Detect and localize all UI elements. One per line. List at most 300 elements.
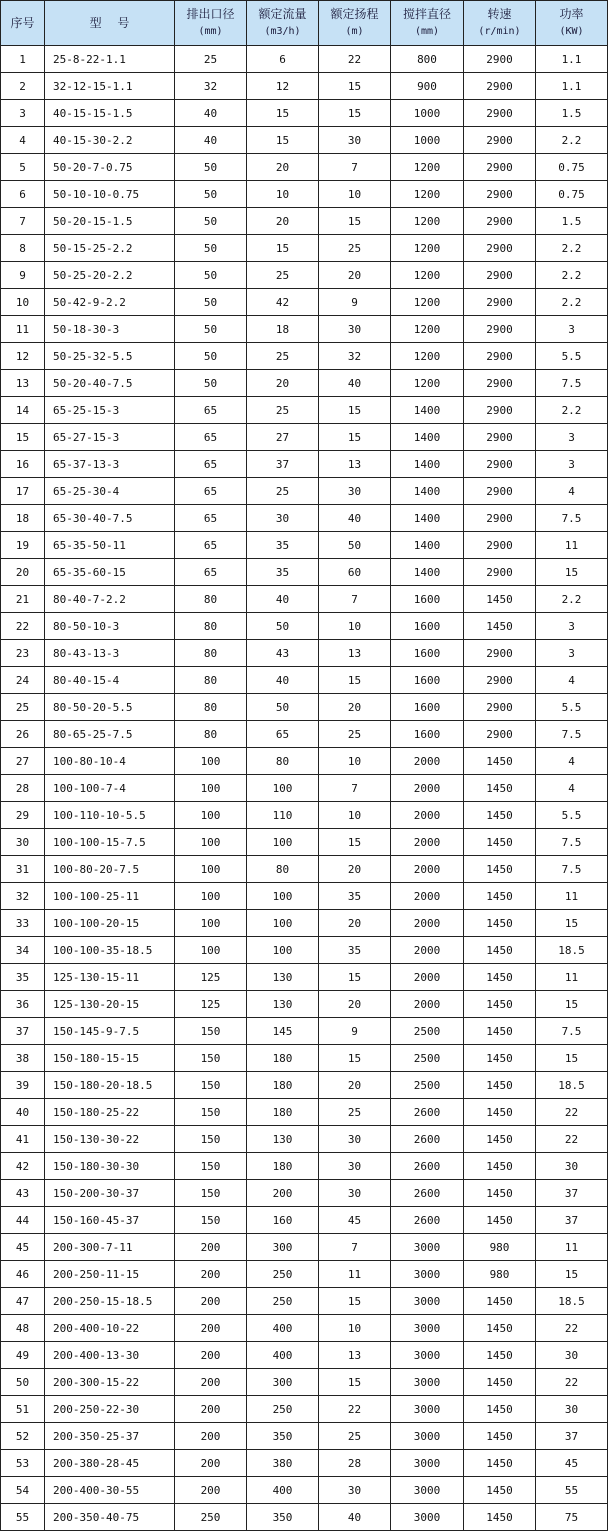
table-row (1, 451, 608, 478)
cell-rated-flow: 130 (247, 1126, 319, 1153)
cell-stir-diameter: 1600 (391, 667, 464, 694)
cell-speed: 2900 (464, 640, 536, 667)
cell-index: 10 (1, 289, 45, 316)
cell-rated-head: 25 (319, 721, 391, 748)
cell-rated-head: 15 (319, 1288, 391, 1315)
table-row (1, 1018, 608, 1045)
table-row (1, 289, 608, 316)
cell-power: 37 (536, 1207, 608, 1234)
cell-rated-flow: 6 (247, 46, 319, 73)
cell-rated-head: 10 (319, 802, 391, 829)
cell-power: 3 (536, 613, 608, 640)
cell-rated-flow: 180 (247, 1045, 319, 1072)
cell-power: 7.5 (536, 856, 608, 883)
header-power (536, 1, 608, 46)
cell-stir-diameter: 1200 (391, 154, 464, 181)
header-label: 功率 (559, 7, 584, 21)
cell-rated-head: 15 (319, 1369, 391, 1396)
cell-power: 15 (536, 559, 608, 586)
header-unit: (m) (345, 26, 364, 37)
cell-power: 1.1 (536, 73, 608, 100)
cell-index: 42 (1, 1153, 45, 1180)
cell-rated-head: 7 (319, 586, 391, 613)
cell-outlet-diameter: 125 (175, 991, 247, 1018)
cell-model: 100-110-10-5.5 (45, 802, 175, 829)
cell-model: 65-30-40-7.5 (45, 505, 175, 532)
cell-stir-diameter: 2000 (391, 991, 464, 1018)
cell-model: 65-35-60-15 (45, 559, 175, 586)
cell-index: 1 (1, 46, 45, 73)
cell-stir-diameter: 1200 (391, 235, 464, 262)
cell-rated-flow: 130 (247, 964, 319, 991)
table-row (1, 1369, 608, 1396)
table-row (1, 532, 608, 559)
cell-speed: 1450 (464, 1153, 536, 1180)
table-row (1, 397, 608, 424)
cell-rated-flow: 10 (247, 181, 319, 208)
cell-speed: 2900 (464, 667, 536, 694)
cell-index: 19 (1, 532, 45, 559)
cell-speed: 2900 (464, 235, 536, 262)
cell-speed: 1450 (464, 1477, 536, 1504)
cell-speed: 2900 (464, 559, 536, 586)
table-row (1, 1477, 608, 1504)
cell-rated-head: 20 (319, 1072, 391, 1099)
cell-speed: 1450 (464, 1180, 536, 1207)
header-unit: (m3/h) (264, 26, 301, 37)
cell-stir-diameter: 1200 (391, 262, 464, 289)
cell-power: 7.5 (536, 721, 608, 748)
header-index (1, 1, 45, 46)
cell-model: 150-160-45-37 (45, 1207, 175, 1234)
cell-stir-diameter: 1200 (391, 370, 464, 397)
cell-model: 150-130-30-22 (45, 1126, 175, 1153)
cell-rated-flow: 110 (247, 802, 319, 829)
cell-rated-head: 13 (319, 451, 391, 478)
table-row (1, 478, 608, 505)
table-row (1, 235, 608, 262)
cell-speed: 1450 (464, 775, 536, 802)
cell-outlet-diameter: 100 (175, 856, 247, 883)
cell-outlet-diameter: 150 (175, 1045, 247, 1072)
cell-index: 31 (1, 856, 45, 883)
table-row (1, 856, 608, 883)
cell-stir-diameter: 800 (391, 46, 464, 73)
cell-speed: 1450 (464, 829, 536, 856)
cell-speed: 1450 (464, 1342, 536, 1369)
table-row (1, 667, 608, 694)
cell-rated-flow: 37 (247, 451, 319, 478)
table-row (1, 1423, 608, 1450)
cell-rated-flow: 27 (247, 424, 319, 451)
cell-rated-flow: 50 (247, 613, 319, 640)
cell-power: 3 (536, 640, 608, 667)
cell-speed: 1450 (464, 937, 536, 964)
table-header (1, 1, 608, 46)
cell-stir-diameter: 3000 (391, 1342, 464, 1369)
table-row (1, 73, 608, 100)
cell-power: 15 (536, 1261, 608, 1288)
cell-rated-head: 10 (319, 748, 391, 775)
cell-speed: 1450 (464, 1315, 536, 1342)
cell-power: 7.5 (536, 505, 608, 532)
cell-model: 150-180-25-22 (45, 1099, 175, 1126)
cell-speed: 2900 (464, 694, 536, 721)
cell-outlet-diameter: 200 (175, 1396, 247, 1423)
cell-index: 32 (1, 883, 45, 910)
cell-outlet-diameter: 200 (175, 1342, 247, 1369)
cell-outlet-diameter: 150 (175, 1072, 247, 1099)
cell-power: 4 (536, 748, 608, 775)
cell-speed: 2900 (464, 154, 536, 181)
cell-model: 150-180-30-30 (45, 1153, 175, 1180)
cell-rated-head: 10 (319, 181, 391, 208)
cell-outlet-diameter: 50 (175, 208, 247, 235)
cell-rated-head: 30 (319, 1126, 391, 1153)
cell-outlet-diameter: 65 (175, 559, 247, 586)
cell-power: 7.5 (536, 1018, 608, 1045)
cell-model: 65-25-30-4 (45, 478, 175, 505)
cell-rated-head: 35 (319, 937, 391, 964)
cell-outlet-diameter: 125 (175, 964, 247, 991)
cell-index: 44 (1, 1207, 45, 1234)
cell-speed: 1450 (464, 1126, 536, 1153)
table-row (1, 1045, 608, 1072)
cell-rated-flow: 43 (247, 640, 319, 667)
cell-rated-head: 10 (319, 1315, 391, 1342)
header-stir-diameter (391, 1, 464, 46)
cell-rated-flow: 250 (247, 1396, 319, 1423)
cell-index: 35 (1, 964, 45, 991)
cell-speed: 2900 (464, 343, 536, 370)
cell-rated-head: 13 (319, 1342, 391, 1369)
cell-rated-head: 25 (319, 1099, 391, 1126)
cell-power: 30 (536, 1342, 608, 1369)
cell-rated-head: 20 (319, 262, 391, 289)
cell-rated-flow: 100 (247, 937, 319, 964)
cell-model: 40-15-15-1.5 (45, 100, 175, 127)
cell-index: 15 (1, 424, 45, 451)
cell-speed: 1450 (464, 991, 536, 1018)
table-row (1, 937, 608, 964)
cell-power: 3 (536, 424, 608, 451)
table-row (1, 991, 608, 1018)
cell-rated-head: 40 (319, 1504, 391, 1531)
cell-model: 50-20-15-1.5 (45, 208, 175, 235)
cell-outlet-diameter: 150 (175, 1099, 247, 1126)
cell-index: 16 (1, 451, 45, 478)
cell-stir-diameter: 1600 (391, 613, 464, 640)
table-row (1, 154, 608, 181)
table-row (1, 802, 608, 829)
cell-stir-diameter: 1400 (391, 397, 464, 424)
cell-rated-head: 15 (319, 667, 391, 694)
cell-speed: 2900 (464, 721, 536, 748)
cell-speed: 2900 (464, 289, 536, 316)
cell-stir-diameter: 1400 (391, 478, 464, 505)
cell-index: 52 (1, 1423, 45, 1450)
cell-model: 65-35-50-11 (45, 532, 175, 559)
cell-stir-diameter: 900 (391, 73, 464, 100)
cell-stir-diameter: 2600 (391, 1207, 464, 1234)
cell-outlet-diameter: 150 (175, 1153, 247, 1180)
cell-index: 40 (1, 1099, 45, 1126)
cell-outlet-diameter: 80 (175, 586, 247, 613)
cell-power: 2.2 (536, 262, 608, 289)
cell-model: 100-100-25-11 (45, 883, 175, 910)
cell-index: 26 (1, 721, 45, 748)
cell-model: 80-43-13-3 (45, 640, 175, 667)
cell-rated-head: 28 (319, 1450, 391, 1477)
cell-index: 17 (1, 478, 45, 505)
cell-rated-flow: 350 (247, 1423, 319, 1450)
cell-rated-head: 11 (319, 1261, 391, 1288)
cell-model: 100-80-20-7.5 (45, 856, 175, 883)
table-row (1, 262, 608, 289)
cell-rated-head: 40 (319, 370, 391, 397)
cell-speed: 2900 (464, 424, 536, 451)
cell-model: 200-380-28-45 (45, 1450, 175, 1477)
cell-model: 80-50-20-5.5 (45, 694, 175, 721)
cell-speed: 1450 (464, 910, 536, 937)
cell-rated-flow: 130 (247, 991, 319, 1018)
cell-outlet-diameter: 50 (175, 181, 247, 208)
cell-index: 25 (1, 694, 45, 721)
cell-stir-diameter: 2600 (391, 1126, 464, 1153)
cell-rated-flow: 100 (247, 775, 319, 802)
cell-outlet-diameter: 25 (175, 46, 247, 73)
cell-model: 200-250-15-18.5 (45, 1288, 175, 1315)
cell-power: 18.5 (536, 1072, 608, 1099)
cell-outlet-diameter: 50 (175, 235, 247, 262)
cell-model: 32-12-15-1.1 (45, 73, 175, 100)
table-row (1, 127, 608, 154)
cell-speed: 1450 (464, 802, 536, 829)
cell-model: 65-27-15-3 (45, 424, 175, 451)
cell-stir-diameter: 1000 (391, 127, 464, 154)
table-row (1, 505, 608, 532)
cell-power: 30 (536, 1396, 608, 1423)
cell-index: 18 (1, 505, 45, 532)
cell-model: 200-300-15-22 (45, 1369, 175, 1396)
cell-speed: 2900 (464, 46, 536, 73)
cell-power: 18.5 (536, 1288, 608, 1315)
cell-index: 2 (1, 73, 45, 100)
cell-index: 34 (1, 937, 45, 964)
cell-rated-head: 35 (319, 883, 391, 910)
cell-outlet-diameter: 32 (175, 73, 247, 100)
cell-outlet-diameter: 50 (175, 262, 247, 289)
cell-speed: 2900 (464, 478, 536, 505)
cell-index: 20 (1, 559, 45, 586)
table-row (1, 1153, 608, 1180)
cell-model: 80-65-25-7.5 (45, 721, 175, 748)
header-label: 额定扬程 (330, 7, 379, 21)
cell-model: 200-400-30-55 (45, 1477, 175, 1504)
cell-stir-diameter: 2000 (391, 910, 464, 937)
cell-stir-diameter: 3000 (391, 1234, 464, 1261)
cell-outlet-diameter: 200 (175, 1261, 247, 1288)
header-label: 搅拌直径 (402, 7, 451, 21)
cell-index: 55 (1, 1504, 45, 1531)
cell-stir-diameter: 3000 (391, 1369, 464, 1396)
cell-stir-diameter: 2000 (391, 937, 464, 964)
cell-outlet-diameter: 40 (175, 100, 247, 127)
cell-model: 80-40-15-4 (45, 667, 175, 694)
cell-model: 100-100-35-18.5 (45, 937, 175, 964)
cell-outlet-diameter: 100 (175, 910, 247, 937)
table-row (1, 910, 608, 937)
cell-model: 125-130-15-11 (45, 964, 175, 991)
cell-speed: 1450 (464, 883, 536, 910)
table-row (1, 46, 608, 73)
cell-model: 100-100-15-7.5 (45, 829, 175, 856)
cell-model: 100-100-20-15 (45, 910, 175, 937)
cell-rated-flow: 380 (247, 1450, 319, 1477)
cell-index: 48 (1, 1315, 45, 1342)
cell-speed: 1450 (464, 1207, 536, 1234)
cell-outlet-diameter: 50 (175, 154, 247, 181)
cell-power: 2.2 (536, 127, 608, 154)
header-label: 序号 (10, 16, 35, 30)
header-outlet-diameter (175, 1, 247, 46)
cell-rated-flow: 20 (247, 208, 319, 235)
cell-speed: 2900 (464, 262, 536, 289)
table-row (1, 1099, 608, 1126)
cell-stir-diameter: 2000 (391, 802, 464, 829)
header-model (45, 1, 175, 46)
cell-rated-flow: 20 (247, 154, 319, 181)
cell-stir-diameter: 2000 (391, 775, 464, 802)
cell-rated-flow: 35 (247, 559, 319, 586)
cell-stir-diameter: 1200 (391, 181, 464, 208)
cell-speed: 2900 (464, 532, 536, 559)
cell-index: 7 (1, 208, 45, 235)
cell-power: 7.5 (536, 370, 608, 397)
cell-index: 54 (1, 1477, 45, 1504)
cell-rated-head: 25 (319, 1423, 391, 1450)
header-unit: (mm) (198, 26, 223, 37)
table-row (1, 694, 608, 721)
table-row (1, 1180, 608, 1207)
cell-stir-diameter: 3000 (391, 1396, 464, 1423)
cell-outlet-diameter: 65 (175, 532, 247, 559)
cell-stir-diameter: 2000 (391, 829, 464, 856)
cell-model: 25-8-22-1.1 (45, 46, 175, 73)
cell-index: 43 (1, 1180, 45, 1207)
table-row (1, 1207, 608, 1234)
table-row (1, 208, 608, 235)
cell-model: 50-25-32-5.5 (45, 343, 175, 370)
header-unit: (mm) (414, 26, 440, 37)
cell-model: 50-25-20-2.2 (45, 262, 175, 289)
cell-power: 3 (536, 316, 608, 343)
table-row (1, 424, 608, 451)
cell-speed: 2900 (464, 127, 536, 154)
cell-speed: 1450 (464, 1072, 536, 1099)
cell-model: 50-42-9-2.2 (45, 289, 175, 316)
cell-index: 12 (1, 343, 45, 370)
table-row (1, 1315, 608, 1342)
cell-index: 5 (1, 154, 45, 181)
cell-rated-head: 15 (319, 100, 391, 127)
cell-rated-flow: 180 (247, 1072, 319, 1099)
header-unit: (KW) (559, 26, 584, 37)
cell-rated-head: 20 (319, 991, 391, 1018)
cell-power: 2.2 (536, 586, 608, 613)
cell-rated-head: 20 (319, 856, 391, 883)
cell-power: 4 (536, 775, 608, 802)
cell-stir-diameter: 1200 (391, 316, 464, 343)
cell-power: 0.75 (536, 154, 608, 181)
cell-power: 5.5 (536, 802, 608, 829)
table-row (1, 640, 608, 667)
cell-rated-flow: 400 (247, 1342, 319, 1369)
cell-power: 11 (536, 883, 608, 910)
cell-outlet-diameter: 200 (175, 1369, 247, 1396)
cell-rated-head: 10 (319, 613, 391, 640)
cell-model: 200-250-22-30 (45, 1396, 175, 1423)
cell-speed: 1450 (464, 586, 536, 613)
cell-outlet-diameter: 200 (175, 1450, 247, 1477)
cell-rated-head: 15 (319, 73, 391, 100)
cell-stir-diameter: 3000 (391, 1315, 464, 1342)
cell-speed: 2900 (464, 451, 536, 478)
header-rated-flow (247, 1, 319, 46)
cell-power: 11 (536, 532, 608, 559)
cell-rated-head: 20 (319, 694, 391, 721)
cell-stir-diameter: 2000 (391, 883, 464, 910)
cell-power: 2.2 (536, 289, 608, 316)
cell-speed: 2900 (464, 100, 536, 127)
cell-stir-diameter: 3000 (391, 1288, 464, 1315)
cell-outlet-diameter: 65 (175, 505, 247, 532)
table-row (1, 1450, 608, 1477)
cell-outlet-diameter: 100 (175, 937, 247, 964)
cell-outlet-diameter: 200 (175, 1477, 247, 1504)
cell-speed: 2900 (464, 397, 536, 424)
table-row (1, 829, 608, 856)
cell-rated-flow: 200 (247, 1180, 319, 1207)
header-rated-head (319, 1, 391, 46)
cell-model: 40-15-30-2.2 (45, 127, 175, 154)
cell-rated-flow: 100 (247, 910, 319, 937)
cell-model: 150-180-15-15 (45, 1045, 175, 1072)
cell-power: 1.5 (536, 100, 608, 127)
header-label: 额定流量 (258, 7, 307, 21)
cell-rated-head: 15 (319, 208, 391, 235)
cell-rated-flow: 400 (247, 1315, 319, 1342)
cell-index: 22 (1, 613, 45, 640)
cell-index: 4 (1, 127, 45, 154)
cell-model: 200-350-25-37 (45, 1423, 175, 1450)
cell-stir-diameter: 1400 (391, 424, 464, 451)
header-label: 转速 (487, 7, 512, 21)
table-body (1, 46, 608, 1531)
cell-model: 100-100-7-4 (45, 775, 175, 802)
cell-outlet-diameter: 65 (175, 397, 247, 424)
cell-outlet-diameter: 150 (175, 1207, 247, 1234)
cell-model: 150-145-9-7.5 (45, 1018, 175, 1045)
cell-rated-flow: 80 (247, 856, 319, 883)
cell-outlet-diameter: 200 (175, 1315, 247, 1342)
cell-rated-head: 30 (319, 316, 391, 343)
cell-rated-head: 45 (319, 1207, 391, 1234)
cell-index: 49 (1, 1342, 45, 1369)
cell-power: 15 (536, 1045, 608, 1072)
cell-outlet-diameter: 100 (175, 748, 247, 775)
cell-outlet-diameter: 200 (175, 1234, 247, 1261)
